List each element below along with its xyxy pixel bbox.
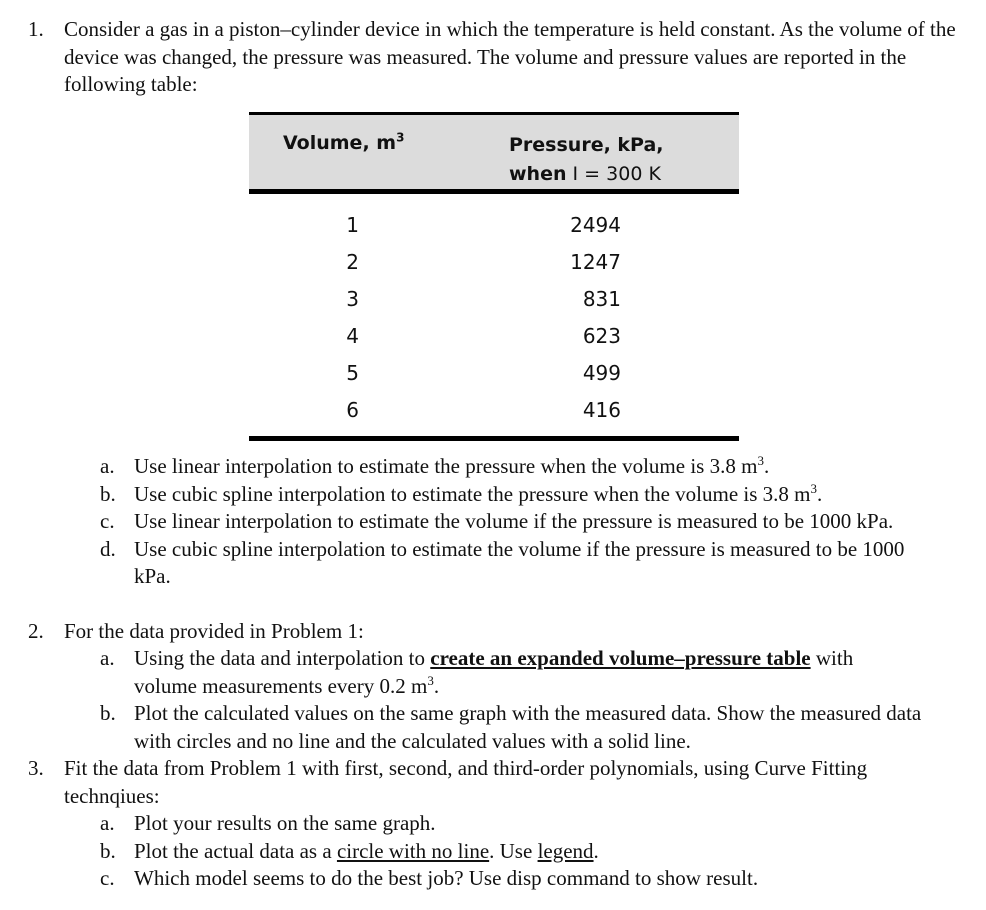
table-row xyxy=(249,281,739,318)
header-volume: Volume, $m^3$ xyxy=(283,130,405,154)
cell-volume: 3 xyxy=(346,287,359,311)
cell-pressure: 831 xyxy=(582,287,621,311)
problem-1-item-a: a. Use linear interpolation to estimate the pressure when the volume is 3.8 $m^3$. xyxy=(100,453,770,478)
cell-pressure: 623 xyxy=(582,324,621,348)
table-row xyxy=(249,244,739,281)
problem-1-item-b: b. Use cubic spline interpolation to estimate the pressure when the volume is 3.8 $m^3$. xyxy=(100,480,823,506)
table-bottom-rule xyxy=(249,436,739,441)
problem-2-item-b: b. Plot the calculated values on the same graph with the measured data. Show the measured data with circles and no line and the calculated values with a solid line. xyxy=(100,701,922,753)
problem-1-item-d: d. Use cubic spline interpolation to estimate the volume if the pressure is measured to be 1000 kPa. xyxy=(100,536,905,588)
problem-3-intro: Fit the data from Problem 1 with first, second, and third-order polynomials, using Curve Fitting technqiues: xyxy=(64,756,868,808)
cell-volume: 4 xyxy=(346,324,359,348)
cell-volume: 6 xyxy=(346,398,359,422)
cell-pressure: 499 xyxy=(582,361,621,385)
problem-1-intro: Consider a gas in a piston–cylinder device in which the temperature is held constant. As the volume of the device was changed, the pressure was measured. The volume and pressure values are reported in the following table: xyxy=(64,17,956,96)
table-header xyxy=(249,112,739,194)
table-row xyxy=(249,355,739,392)
header-pressure: Pressure, kPa, when I = 300 K xyxy=(509,134,664,185)
problem-1-number: 1. xyxy=(28,17,44,41)
table-body xyxy=(249,207,739,429)
cell-pressure: 416 xyxy=(582,398,621,422)
problem-3-item-c: c. Which model seems to do the best job? Use disp command to show result. xyxy=(100,866,759,890)
cell-volume: 5 xyxy=(346,361,359,385)
problem-3-item-b: b. Plot the actual data as a circle with no line. Use legend. xyxy=(100,838,599,863)
cell-pressure: 2494 xyxy=(570,213,621,237)
volume-pressure-table xyxy=(249,112,739,442)
cell-volume: 2 xyxy=(346,250,359,274)
cell-pressure: 1247 xyxy=(570,250,621,274)
problem-2-intro: For the data provided in Problem 1: xyxy=(64,619,364,643)
problem-2-item-a: a. Using the data and interpolation to create an expanded volume–pressure table with volume measurements every 0.2 $m^3$. xyxy=(100,646,854,698)
problem-3-number: 3. xyxy=(28,756,44,780)
cell-volume: 1 xyxy=(346,213,359,237)
table-row xyxy=(249,318,739,355)
problem-1-item-c: c. Use linear interpolation to estimate the volume if the pressure is measured to be 1000 kPa. xyxy=(100,509,894,533)
problem-2-subitems xyxy=(100,645,920,755)
problem-2-number: 2. xyxy=(28,619,44,643)
problem-3-item-a: a. Plot your results on the same graph. xyxy=(100,811,436,835)
table-row xyxy=(249,207,739,244)
table-row xyxy=(249,392,739,429)
problem-3-subitems xyxy=(100,810,920,893)
problem-1-subitems xyxy=(100,453,960,591)
